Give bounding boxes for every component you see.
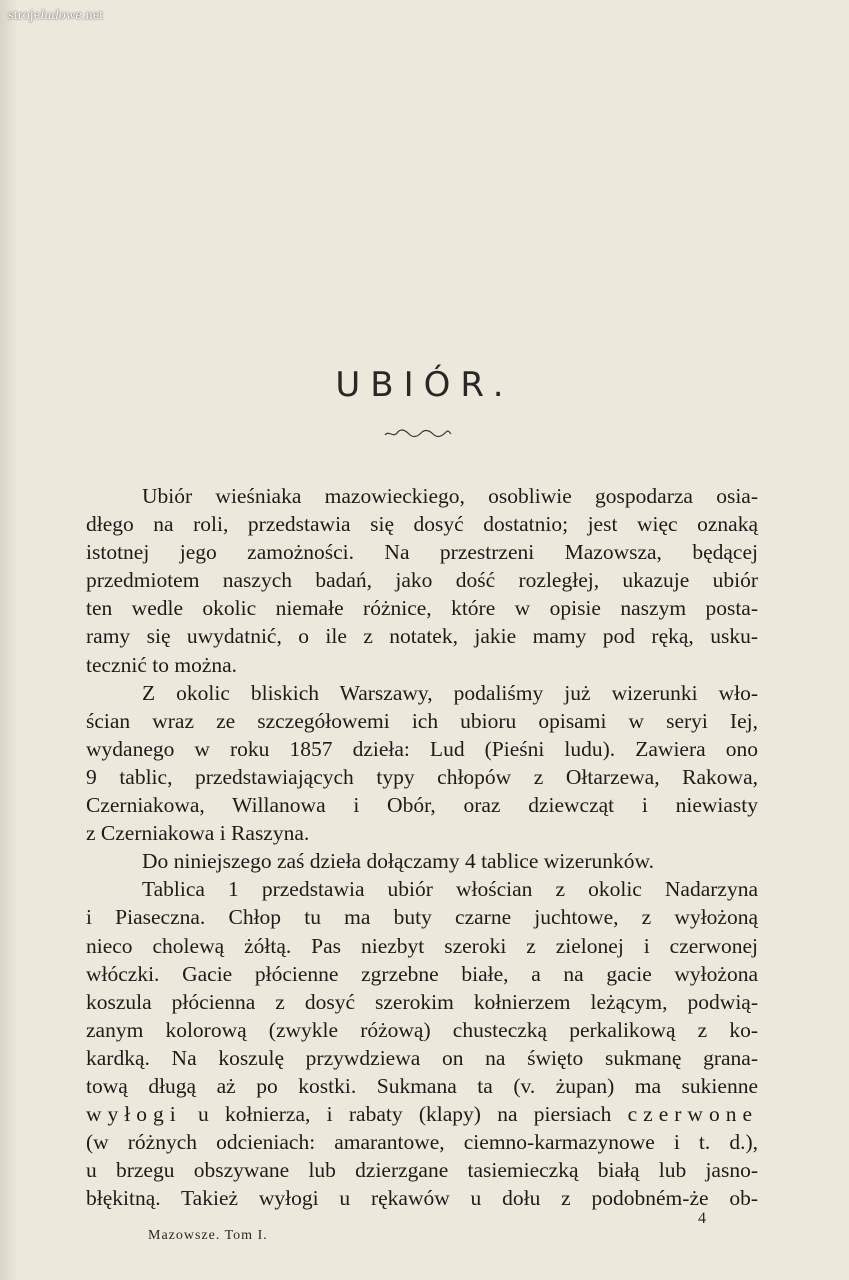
page-edge [0, 0, 18, 1280]
ornament-swash [383, 426, 453, 440]
text-line: nieco cholewą żółtą. Pas niezbyt szeroki z zielonej i czerwonej [86, 933, 758, 958]
text-line: ścian wraz ze szczegółowemi ich ubioru opisami w seryi Iej, [86, 708, 758, 733]
text-line: (w różnych odcieniach: amarantowe, ciemno-karmazynowe i t. d.), [86, 1130, 758, 1155]
text-line: 9 tablic, przedstawiających typy chłopów z Ołtarzewa, Rakowa, [86, 764, 758, 789]
body-text [86, 482, 758, 1212]
text-line: tową długą aż po kostki. Sukmana ta (v. żupan) ma sukienne [86, 1073, 758, 1098]
text-line: ramy się uwydatnić, o ile z notatek, jakie mamy pod ręką, usku- [86, 624, 758, 649]
text-line: przedmiotem naszych badań, jako dość rozległej, ukazuje ubiór [86, 568, 758, 593]
text-line: i Piaseczna. Chłop tu ma buty czarne juchtowe, z wyłożoną [86, 905, 758, 930]
footer-signature-number: 4 [698, 1210, 706, 1227]
text-line: Tablica 1 przedstawia ubiór włościan z okolic Nadarzyna [142, 877, 758, 902]
text-line: u brzegu obszywane lub dzierzgane tasiemieczką białą lub jasno- [86, 1158, 758, 1183]
chapter-title: UBIÓR. [335, 365, 514, 405]
text-line: koszula płócienna z dosyć szerokim kołnierzem leżącym, podwią- [86, 989, 758, 1014]
text-line: istotnej jego zamożności. Na przestrzeni Mazowsza, będącej [86, 540, 758, 565]
text-line: włóczki. Gacie płócienne zgrzebne białe, a na gacie wyłożona [86, 961, 758, 986]
text-line: z Czerniakowa i Raszyna. [86, 821, 310, 846]
text-line: Czerniakowa, Willanowa i Obór, oraz dziewcząt i niewiasty [86, 793, 758, 818]
text-line: Ubiór wieśniaka mazowieckiego, osobliwie gospodarza osia- [142, 484, 758, 508]
watermark: strojeludowe.net [8, 8, 104, 23]
text-line: kardką. Na koszulę przywdziewa on na święto sukmanę grana- [86, 1045, 758, 1070]
text-line: ten wedle okolic niemałe różnice, które w opisie naszym posta- [86, 596, 758, 621]
footer-signature: Mazowsze. Tom I. [148, 1228, 268, 1243]
text-line: zanym kolorową (zwykle różową) chusteczką perkalikową z ko- [86, 1017, 758, 1042]
text-line: dłego na roli, przedstawia się dosyć dostatnio; jest więc oznaką [86, 512, 758, 537]
text-line: wyłogi u kołnierza, i rabaty (klapy) na piersiach czerwone [86, 1102, 758, 1127]
text-line: Do niniejszego zaś dzieła dołączamy 4 tablice wizerunków. [142, 849, 655, 874]
text-line: Z okolic bliskich Warszawy, podaliśmy już wizerunki wło- [142, 680, 758, 705]
text-line: błękitną. Takież wyłogi u rękawów u dołu z podobném-że ob- [86, 1186, 758, 1211]
text-line: tecznić to można. [86, 652, 238, 677]
text-line: wydanego w roku 1857 dzieła: Lud (Pieśni ludu). Zawiera ono [86, 736, 758, 761]
